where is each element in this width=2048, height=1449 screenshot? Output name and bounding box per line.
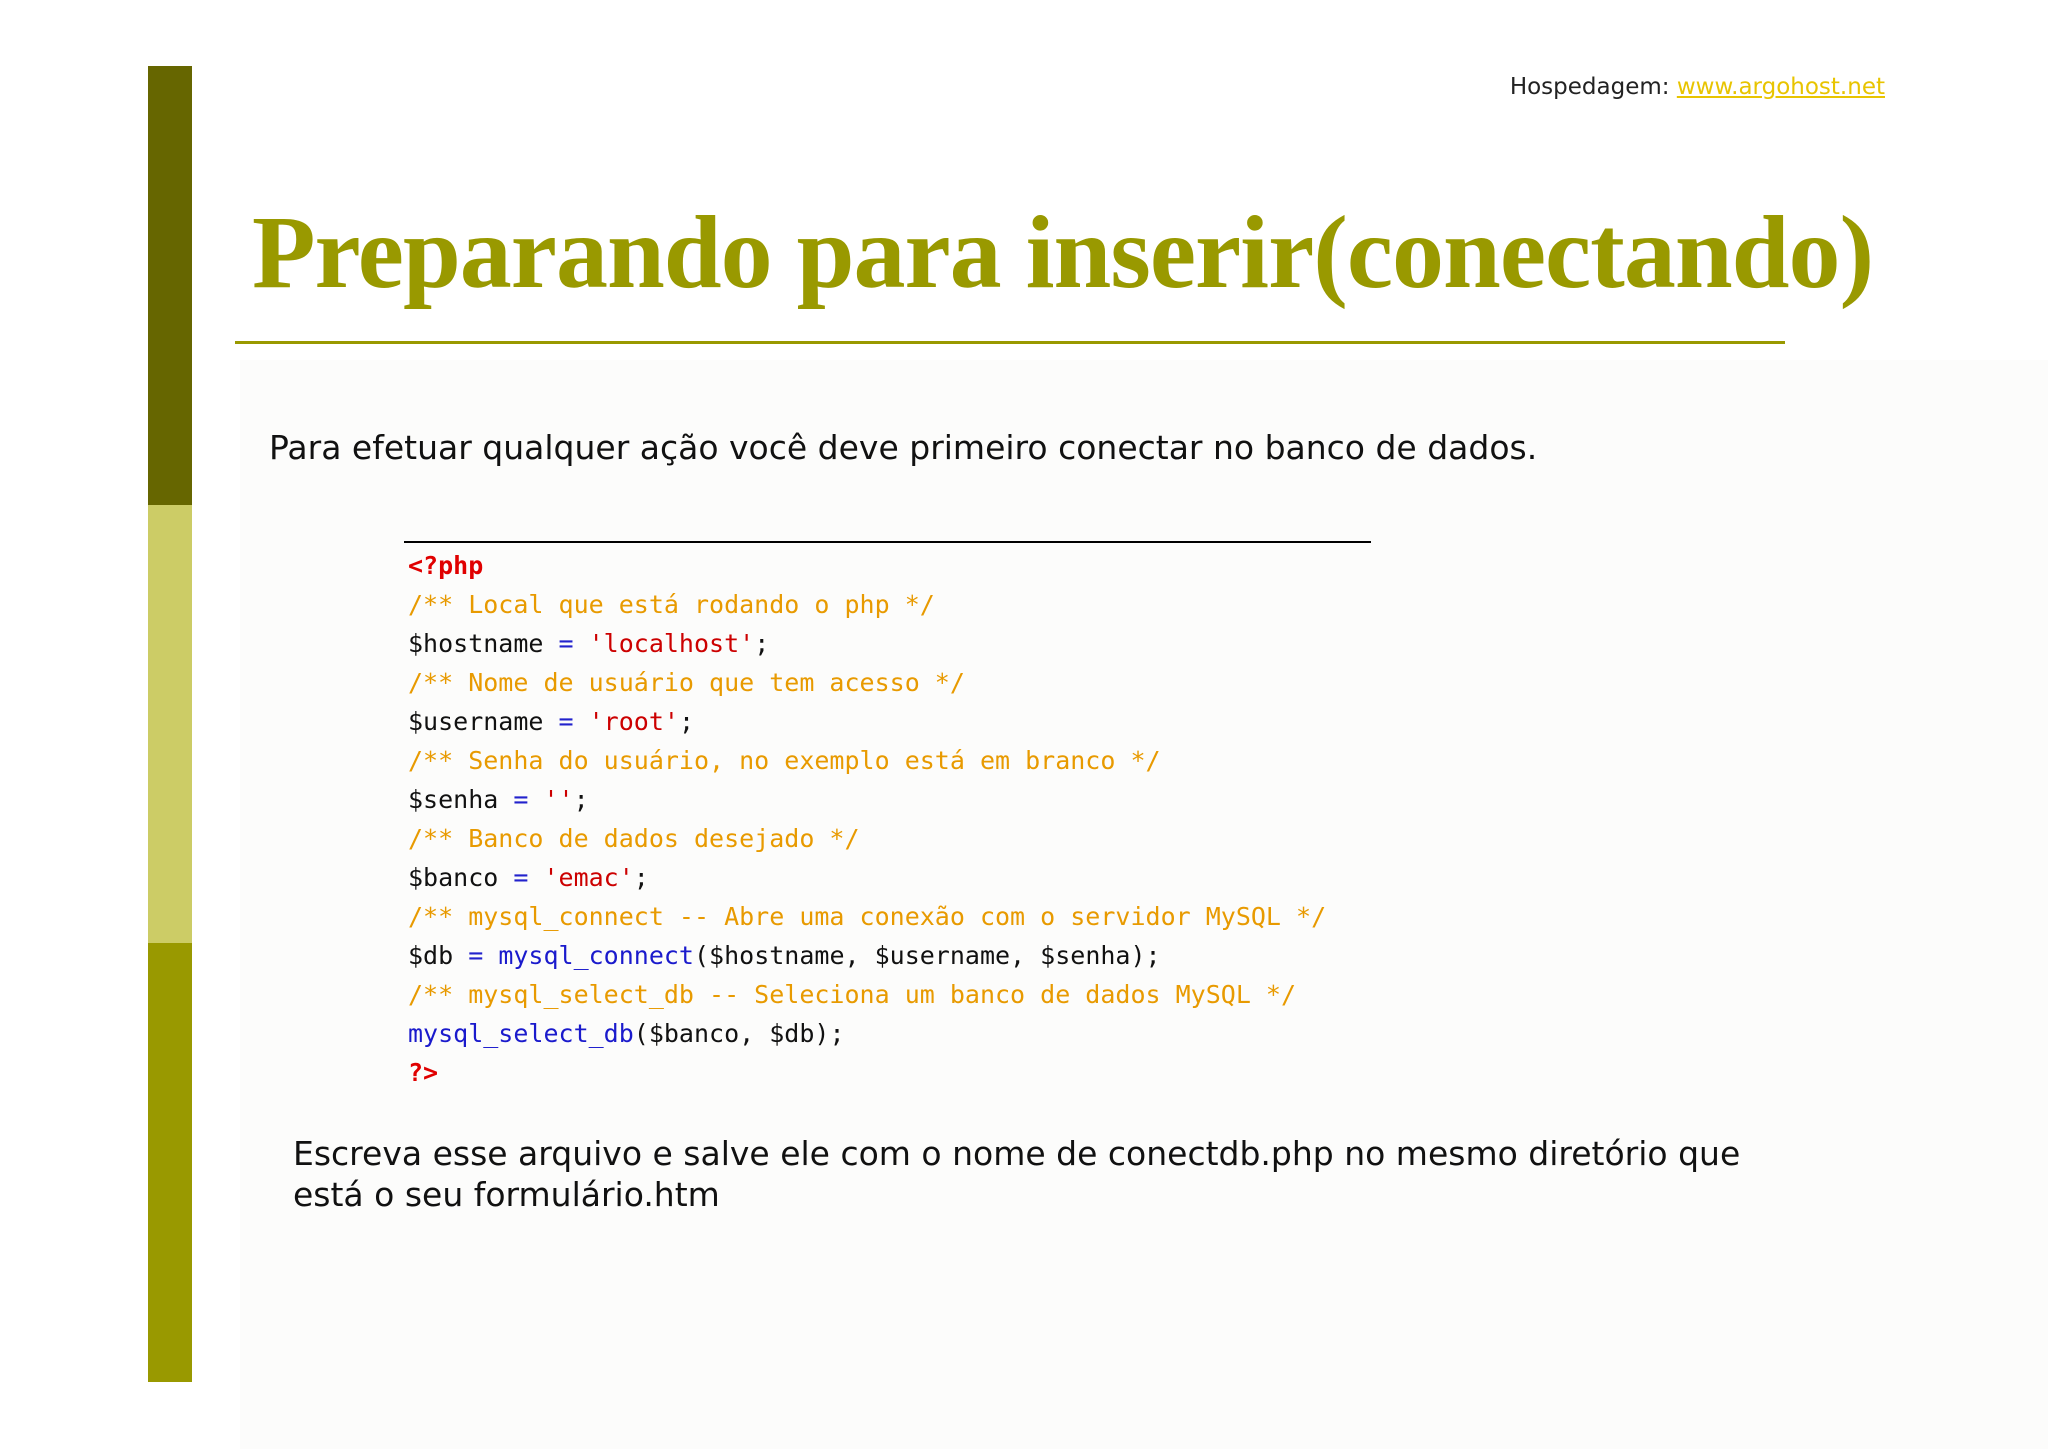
- code-token-punct: ;: [573, 785, 589, 814]
- php-code-block: [408, 546, 1326, 1092]
- code-token-punct: ($banco, $db);: [633, 1019, 845, 1048]
- code-line: [408, 819, 1326, 858]
- code-token-punct: ;: [678, 707, 694, 736]
- code-token-str: 'emac': [543, 863, 634, 892]
- hosting-label: Hospedagem:: [1509, 74, 1670, 100]
- code-line: [408, 1053, 1326, 1092]
- code-line: [408, 897, 1326, 936]
- code-token-comment: /** Banco de dados desejado */: [408, 824, 860, 853]
- title-underline: [235, 341, 1785, 344]
- code-line: [408, 585, 1326, 624]
- code-line: [408, 1014, 1326, 1053]
- hosting-link[interactable]: www.argohost.net: [1676, 74, 1885, 100]
- decorative-stripe-mid: [148, 943, 192, 1382]
- code-token-op: =: [453, 941, 499, 970]
- code-line: [408, 663, 1326, 702]
- code-line: [408, 858, 1326, 897]
- decorative-stripe-dark: [148, 66, 192, 505]
- hosting-credit: [1510, 74, 1885, 100]
- code-line: [408, 546, 1326, 585]
- code-token-comment: /** mysql_select_db -- Seleciona um banco de dados MySQL */: [408, 980, 1297, 1009]
- code-line: [408, 741, 1326, 780]
- code-line: [408, 936, 1326, 975]
- code-token-op: =: [543, 707, 589, 736]
- slide-title: Preparando para inserir(conectando): [252, 195, 1874, 310]
- code-token-op: =: [498, 785, 544, 814]
- code-token-func: mysql_select_db: [408, 1019, 634, 1048]
- code-token-func: mysql_connect: [498, 941, 694, 970]
- code-token-var: $senha: [408, 785, 499, 814]
- code-token-var: $db: [408, 941, 454, 970]
- code-token-op: =: [543, 629, 589, 658]
- code-token-var: $banco: [408, 863, 499, 892]
- code-token-punct: ($hostname, $username, $senha);: [693, 941, 1161, 970]
- code-token-var: $username: [408, 707, 544, 736]
- outro-line-1: Escreva esse arquivo e salve ele com o nome de conectdb.php no mesmo diretório que: [293, 1134, 1741, 1173]
- intro-text: Para efetuar qualquer ação você deve primeiro conectar no banco de dados.: [269, 428, 1538, 467]
- outro-text: [293, 1133, 1853, 1215]
- code-line: [408, 624, 1326, 663]
- code-line: [408, 780, 1326, 819]
- code-line: [408, 702, 1326, 741]
- code-line: [408, 975, 1326, 1014]
- code-token-punct: ;: [633, 863, 649, 892]
- code-top-rule: [404, 541, 1371, 543]
- code-token-var: $hostname: [408, 629, 544, 658]
- code-token-punct: ;: [754, 629, 770, 658]
- code-token-tag: <?php: [408, 551, 484, 580]
- code-token-comment: /** Local que está rodando o php */: [408, 590, 935, 619]
- decorative-stripe-light: [148, 505, 192, 943]
- code-token-op: =: [498, 863, 544, 892]
- code-token-comment: /** mysql_connect -- Abre uma conexão com o servidor MySQL */: [408, 902, 1327, 931]
- code-token-tag: ?>: [408, 1058, 439, 1087]
- code-token-comment: /** Nome de usuário que tem acesso */: [408, 668, 965, 697]
- code-token-str: 'root': [588, 707, 679, 736]
- code-token-str: '': [543, 785, 574, 814]
- outro-line-2: está o seu formulário.htm: [293, 1175, 720, 1214]
- code-token-comment: /** Senha do usuário, no exemplo está em branco */: [408, 746, 1161, 775]
- code-token-str: 'localhost': [588, 629, 755, 658]
